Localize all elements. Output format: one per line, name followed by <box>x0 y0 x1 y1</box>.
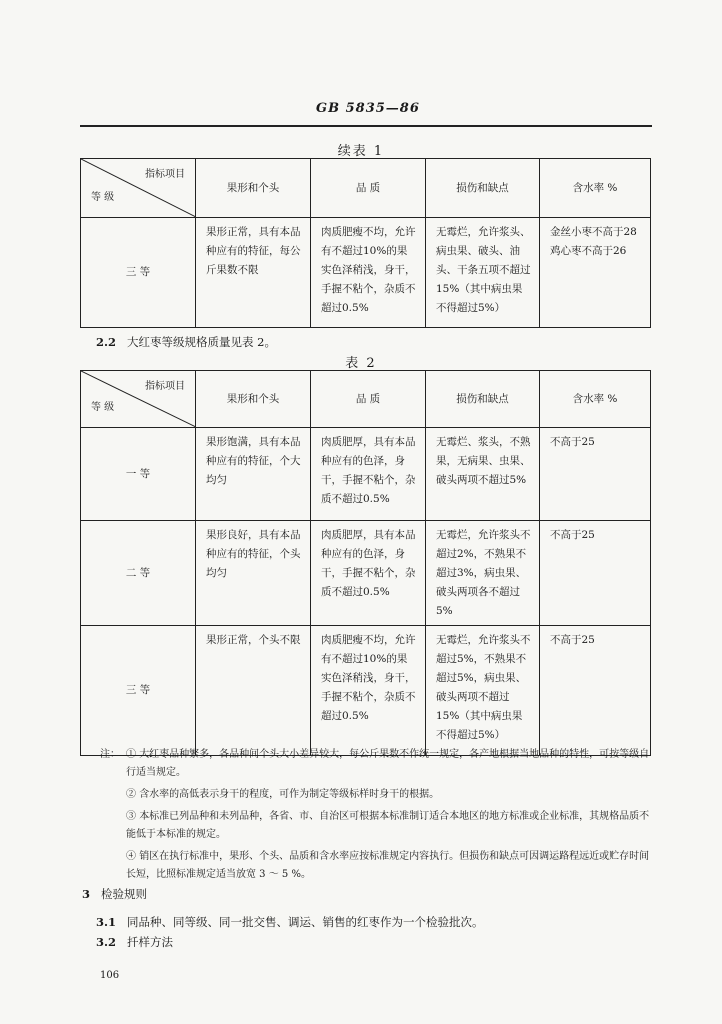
table-cell: 金丝小枣不高于28 鸡心枣不高于26 <box>540 218 651 328</box>
table2 <box>80 370 651 756</box>
table-cell: 无霉烂，允许浆头不超过2%，不熟果不超过3%，病虫果、破头两项各不超过5% <box>426 521 540 626</box>
note-number: ④ <box>126 851 136 862</box>
note-text: 大红枣品种繁多，各品种间个头大小差异较大，每公斤果数不作统一规定，各产地根据当地品种的特性，可按等级自行适当规定。 <box>126 749 650 778</box>
table2-row <box>81 428 651 521</box>
table1-diagonal-cell <box>81 159 196 218</box>
note-text: 本标准已列品种和未列品种，各省、市、自治区可根据本标准制订适合本地区的地方标准或企业标准，其规格品质不能低于本标准的规定。 <box>126 811 650 840</box>
table1-header-row <box>81 159 651 218</box>
table2-col-header: 果形和个头 <box>196 371 311 428</box>
section-number: 2.2 <box>96 335 117 349</box>
table1-col-header: 品 质 <box>311 159 426 218</box>
section-3-heading <box>82 886 147 902</box>
grade-cell: 二 等 <box>81 521 196 626</box>
note-item <box>100 746 655 782</box>
table2-row <box>81 521 651 626</box>
grade-cell: 三 等 <box>81 626 196 756</box>
table-cell: 肉质肥瘦不均，允许有不超过10%的果实色泽稍浅，身干，手握不粘个，杂质不超过0.5% <box>311 218 426 328</box>
diagonal-top-label: 指标项目 <box>145 381 185 392</box>
section-text: 大红枣等级规格质量见表 2。 <box>126 335 276 349</box>
table2-col-header: 损伤和缺点 <box>426 371 540 428</box>
table-cell: 肉质肥厚，具有本品种应有的色泽，身干，手握不粘个，杂质不超过0.5% <box>311 521 426 626</box>
table-cell: 不高于25 <box>540 626 651 756</box>
table1 <box>80 158 651 328</box>
grade-cell: 一 等 <box>81 428 196 521</box>
page-number: 106 <box>100 970 120 981</box>
section-text: 扦样方法 <box>126 935 173 949</box>
table1-row <box>81 218 651 328</box>
note-number: ② <box>126 789 136 800</box>
table1-col-header: 损伤和缺点 <box>426 159 540 218</box>
table-cell: 果形饱满，具有本品种应有的特征，个大均匀 <box>196 428 311 521</box>
note-number: ① <box>126 749 136 760</box>
note-item <box>100 848 655 884</box>
section-text: 同品种、同等级、同一批交售、调运、销售的红枣作为一个检验批次。 <box>126 915 484 929</box>
note-text: 销区在执行标准中，果形、个头、品质和含水率应按标准规定内容执行。但损伤和缺点可因调运路程远近或贮存时间长短，比照标准规定适当放宽 3 ～ 5 %。 <box>126 851 650 880</box>
table-cell: 肉质肥瘦不均，允许有不超过10%的果实色泽稍浅，身干，手握不粘个，杂质不超过0.5% <box>311 626 426 756</box>
section-2-2 <box>96 334 276 350</box>
section-3-1 <box>96 914 483 930</box>
grade-cell: 三 等 <box>81 218 196 328</box>
section-number: 3.2 <box>96 935 117 949</box>
header-rule <box>80 125 652 127</box>
table-cell: 果形良好，具有本品种应有的特征，个头均匀 <box>196 521 311 626</box>
table1-title: 续表 1 <box>337 144 385 159</box>
table2-diagonal-cell <box>81 371 196 428</box>
diagonal-bottom-label: 等 级 <box>91 402 115 413</box>
section-3-2 <box>96 934 173 950</box>
table-cell: 果形正常，具有本品种应有的特征，每公斤果数不限 <box>196 218 311 328</box>
notes-label: 注： <box>100 749 120 760</box>
note-item <box>100 808 655 844</box>
table-cell: 果形正常，个头不限 <box>196 626 311 756</box>
table-cell: 不高于25 <box>540 521 651 626</box>
standard-header: GB 5835—86 <box>316 101 420 116</box>
note-item <box>100 786 655 804</box>
table1-col-header: 果形和个头 <box>196 159 311 218</box>
section-text: 检验规则 <box>100 887 147 901</box>
section-number: 3.1 <box>96 915 117 929</box>
diagonal-top-label: 指标项目 <box>145 169 185 180</box>
section-number: 3 <box>82 887 91 901</box>
note-text: 含水率的高低表示身干的程度，可作为制定等级标样时身干的根据。 <box>139 789 440 800</box>
diagonal-bottom-label: 等 级 <box>91 192 115 203</box>
table-cell: 肉质肥厚，具有本品种应有的色泽，身干，手握不粘个，杂质不超过0.5% <box>311 428 426 521</box>
table-cell: 无霉烂，允许浆头、病虫果、破头、油头、干条五项不超过15%（其中病虫果不得超过5%） <box>426 218 540 328</box>
table2-title: 表 2 <box>345 356 377 371</box>
table2-col-header: 品 质 <box>311 371 426 428</box>
table2-col-header: 含水率 % <box>540 371 651 428</box>
notes-block <box>100 746 655 884</box>
table2-row <box>81 626 651 756</box>
table1-col-header: 含水率 % <box>540 159 651 218</box>
table-cell: 无霉烂、浆头，不熟果，无病果、虫果、破头两项不超过5% <box>426 428 540 521</box>
table-cell: 无霉烂，允许浆头不超过5%，不熟果不超过5%，病虫果、破头两项不超过15%（其中病虫果不得超过5%） <box>426 626 540 756</box>
table2-header-row <box>81 371 651 428</box>
note-number: ③ <box>126 811 136 822</box>
table-cell: 不高于25 <box>540 428 651 521</box>
